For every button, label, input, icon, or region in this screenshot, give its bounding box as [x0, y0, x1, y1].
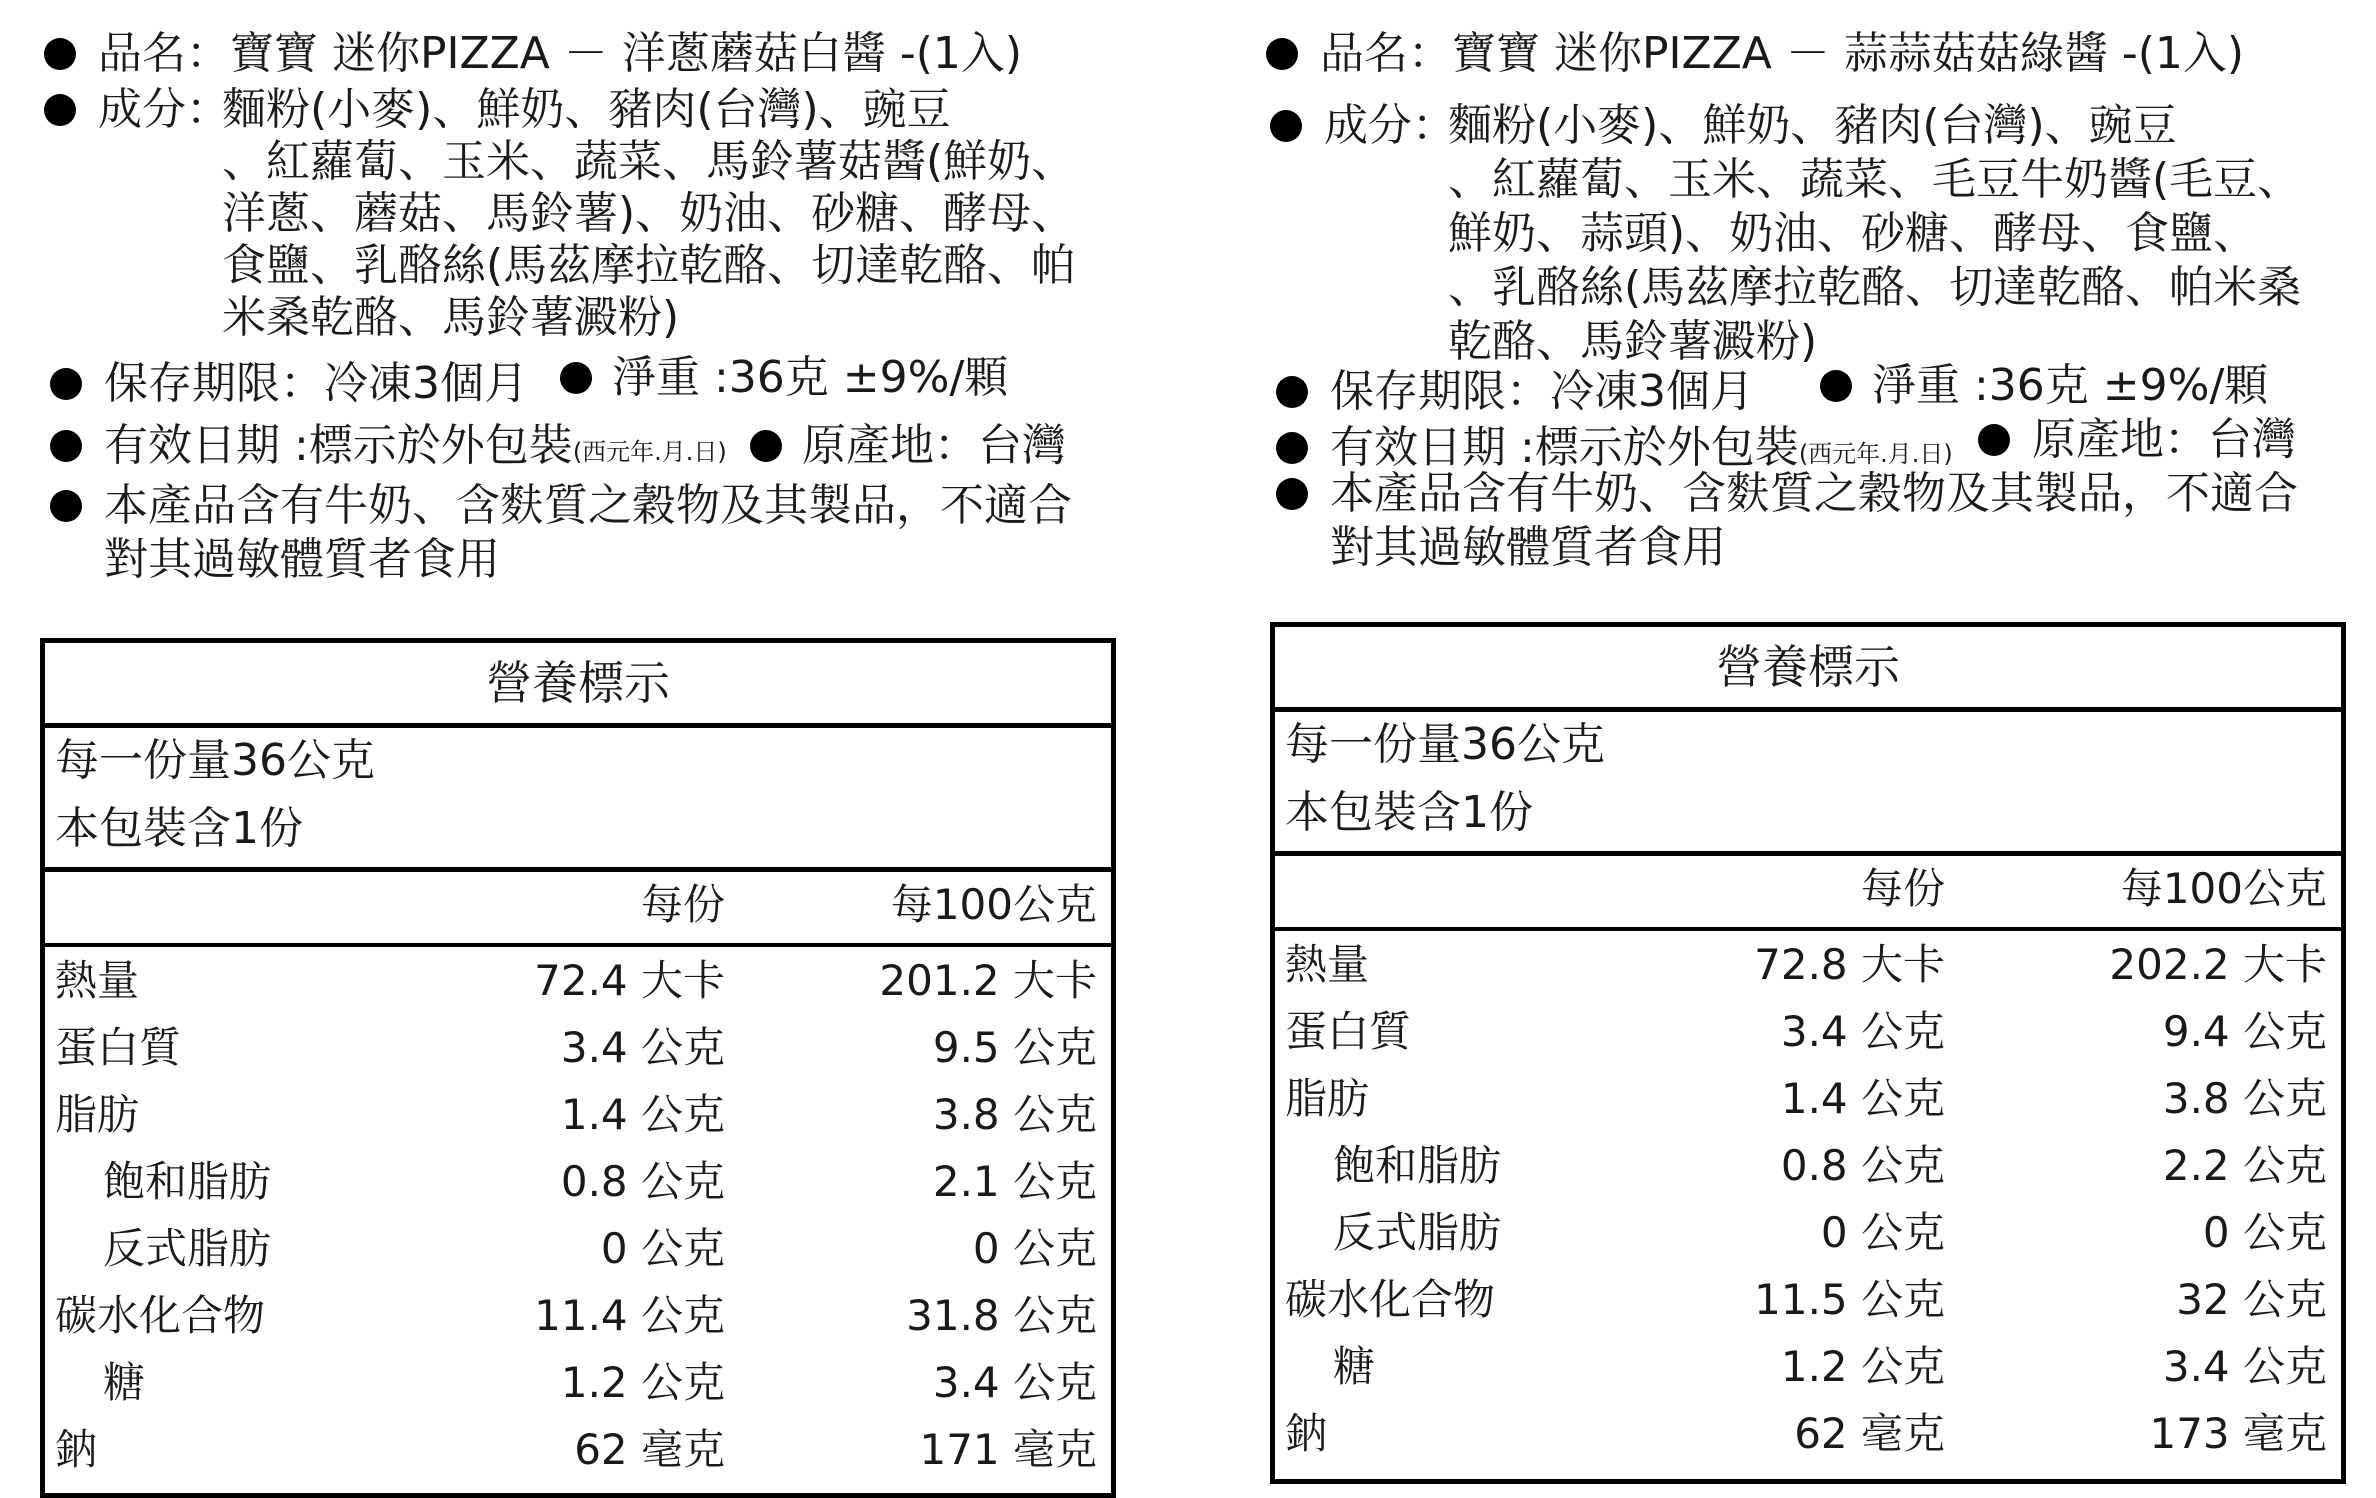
- ingredients-line: 食鹽、乳酪絲(馬茲摩拉乾酪、切達乾酪、帕: [222, 240, 1076, 291]
- nutrient-per-100g: 171 毫克: [919, 1425, 1097, 1474]
- nutrition-facts-table: [1270, 622, 2346, 1484]
- nutrient-name: 糖: [1333, 1342, 1376, 1391]
- nutrient-name: 脂肪: [55, 1090, 140, 1139]
- nutrient-per-serving: 72.4 大卡: [534, 956, 725, 1005]
- nutrient-per-100g: 0 公克: [972, 1224, 1097, 1273]
- ingredients-line: 洋蔥、蘑菇、馬鈴薯)、奶油、砂糖、酵母、: [222, 188, 1076, 239]
- servings-per-package: 本包裝含1份: [55, 803, 303, 854]
- nutrient-name: 熱量: [1285, 940, 1370, 989]
- ingredients-line: 、紅蘿蔔、玉米、蔬菜、馬鈴薯菇醬(鮮奶、: [222, 136, 1076, 187]
- expiry-line: [104, 420, 727, 478]
- nutrient-per-serving: 11.4 公克: [534, 1291, 725, 1340]
- serving-size: 每一份量36公克: [1285, 719, 1605, 770]
- nutrition-title: 營養標示: [45, 643, 1111, 728]
- allergy-warning: 對其過敏體質者食用: [104, 534, 500, 585]
- shelf-life: 保存期限：冷凍3個月: [104, 358, 528, 409]
- nutrient-name: 鈉: [55, 1425, 98, 1474]
- nutrient-per-serving: 0 公克: [1820, 1208, 1945, 1257]
- bullet-icon: [50, 430, 82, 462]
- nutrient-name: 飽和脂肪: [103, 1157, 272, 1206]
- ingredients-line: 鮮奶、蒜頭)、奶油、砂糖、酵母、食鹽、: [1448, 208, 2258, 259]
- bullet-icon: [1266, 38, 1298, 70]
- shelf-life: 保存期限：冷凍3個月: [1330, 366, 1754, 417]
- nutrient-per-serving: 1.4 公克: [1780, 1074, 1945, 1123]
- nutrient-per-serving: 0 公克: [600, 1224, 725, 1273]
- bullet-icon: [1820, 370, 1852, 402]
- servings-per-package: 本包裝含1份: [1285, 787, 1533, 838]
- bullet-icon: [1276, 478, 1308, 510]
- nutrient-name: 蛋白質: [55, 1023, 182, 1072]
- nutrient-per-100g: 3.4 公克: [932, 1358, 1097, 1407]
- bullet-icon: [50, 368, 82, 400]
- nutrient-per-100g: 0 公克: [2202, 1208, 2327, 1257]
- allergy-warning: 本產品含有牛奶、含麩質之穀物及其製品，不適合: [1330, 468, 2298, 519]
- nutrient-per-serving: 1.4 公克: [560, 1090, 725, 1139]
- nutrient-per-serving: 3.4 公克: [560, 1023, 725, 1072]
- product-label-right: [1262, 0, 2376, 1498]
- nutrient-name: 反式脂肪: [1333, 1208, 1502, 1257]
- nutrient-per-100g: 2.1 公克: [932, 1157, 1097, 1206]
- ingredients-line: 麵粉(小麥)、鮮奶、豬肉(台灣)、豌豆: [222, 84, 951, 135]
- nutrient-per-100g: 202.2 大卡: [2109, 940, 2327, 989]
- nutrient-per-100g: 31.8 公克: [906, 1291, 1097, 1340]
- nutrient-per-100g: 9.5 公克: [932, 1023, 1097, 1072]
- nutrient-per-serving: 62 毫克: [1794, 1409, 1945, 1458]
- nutrient-per-serving: 3.4 公克: [1780, 1007, 1945, 1056]
- bullet-icon: [44, 38, 76, 70]
- serving-size: 每一份量36公克: [55, 735, 375, 786]
- nutrition-rows: [45, 643, 1111, 1493]
- product-name-value: 寶寶 迷你PIZZA － 蒜蒜菇菇綠醬 -(1入): [1452, 28, 2245, 79]
- nutrient-name: 碳水化合物: [1285, 1275, 1496, 1324]
- nutrient-per-100g: 3.4 公克: [2162, 1342, 2327, 1391]
- net-weight: 淨重 :36克 ±9%/顆: [612, 352, 1009, 403]
- product-name-line: [98, 28, 1022, 80]
- bullet-icon: [44, 94, 76, 126]
- ingredients-line: 乾酪、馬鈴薯澱粉): [1448, 316, 1818, 367]
- nutrient-per-100g: 201.2 大卡: [879, 956, 1097, 1005]
- column-header-per-100g: 每100公克: [2120, 864, 2327, 913]
- ingredients-label: 成分：: [1324, 100, 1456, 151]
- product-name-value: 寶寶 迷你PIZZA － 洋蔥蘑菇白醬 -(1入): [230, 28, 1023, 79]
- bullet-icon: [560, 362, 592, 394]
- nutrient-name: 碳水化合物: [55, 1291, 266, 1340]
- nutrient-per-serving: 11.5 公克: [1754, 1275, 1945, 1324]
- bullet-icon: [1276, 432, 1308, 464]
- bullet-icon: [1978, 424, 2010, 456]
- product-name-label: 品名：: [1320, 28, 1452, 79]
- bullet-icon: [50, 490, 82, 522]
- expiry-date: 有效日期 :標示於外包裝: [1330, 422, 1799, 473]
- column-header-per-serving: 每份: [1860, 864, 1945, 913]
- nutrient-name: 蛋白質: [1285, 1007, 1412, 1056]
- origin: 原產地：台灣: [2032, 414, 2296, 465]
- ingredients-line: 、乳酪絲(馬茲摩拉乾酪、切達乾酪、帕米桑: [1448, 262, 2302, 313]
- product-name-label: 品名：: [98, 28, 230, 79]
- nutrient-name: 熱量: [55, 956, 140, 1005]
- expiry-date: 有效日期 :標示於外包裝: [104, 420, 573, 471]
- nutrient-per-serving: 62 毫克: [574, 1425, 725, 1474]
- nutrient-name: 糖: [103, 1358, 146, 1407]
- bullet-icon: [1276, 376, 1308, 408]
- nutrient-per-serving: 72.8 大卡: [1754, 940, 1945, 989]
- nutrient-per-100g: 3.8 公克: [2162, 1074, 2327, 1123]
- nutrient-per-serving: 1.2 公克: [1780, 1342, 1945, 1391]
- product-name-line: [1320, 28, 2244, 80]
- nutrient-per-100g: 2.2 公克: [2162, 1141, 2327, 1190]
- ingredients-line: 、紅蘿蔔、玉米、蔬菜、毛豆牛奶醬(毛豆、: [1448, 154, 2302, 205]
- bullet-icon: [750, 430, 782, 462]
- nutrition-title: 營養標示: [1275, 627, 2341, 712]
- nutrient-name: 脂肪: [1285, 1074, 1370, 1123]
- expiry-date-format: (西元年.月.日): [1798, 440, 1953, 468]
- nutrient-per-100g: 9.4 公克: [2162, 1007, 2327, 1056]
- origin: 原產地：台灣: [802, 420, 1066, 471]
- column-header-per-serving: 每份: [640, 880, 725, 929]
- nutrient-name: 飽和脂肪: [1333, 1141, 1502, 1190]
- nutrition-facts-table: [40, 638, 1116, 1498]
- nutrient-per-100g: 173 毫克: [2149, 1409, 2327, 1458]
- expiry-date-format: (西元年.月.日): [572, 438, 727, 466]
- nutrient-per-serving: 0.8 公克: [560, 1157, 725, 1206]
- nutrient-name: 反式脂肪: [103, 1224, 272, 1273]
- allergy-warning: 本產品含有牛奶、含麩質之穀物及其製品，不適合: [104, 480, 1072, 531]
- nutrition-rows: [1275, 627, 2341, 1479]
- nutrient-per-serving: 0.8 公克: [1780, 1141, 1945, 1190]
- nutrient-per-100g: 3.8 公克: [932, 1090, 1097, 1139]
- nutrient-per-100g: 32 公克: [2176, 1275, 2327, 1324]
- product-label-left: [40, 0, 1190, 1498]
- net-weight: 淨重 :36克 ±9%/顆: [1872, 360, 2269, 411]
- column-header-per-100g: 每100公克: [890, 880, 1097, 929]
- bullet-icon: [1270, 110, 1302, 142]
- ingredients-label: 成分：: [98, 84, 230, 135]
- nutrient-per-serving: 1.2 公克: [560, 1358, 725, 1407]
- ingredients-line: 麵粉(小麥)、鮮奶、豬肉(台灣)、豌豆: [1448, 100, 2177, 151]
- allergy-warning: 對其過敏體質者食用: [1330, 522, 1726, 573]
- nutrient-name: 鈉: [1285, 1409, 1328, 1458]
- ingredients-line: 米桑乾酪、馬鈴薯澱粉): [222, 292, 680, 343]
